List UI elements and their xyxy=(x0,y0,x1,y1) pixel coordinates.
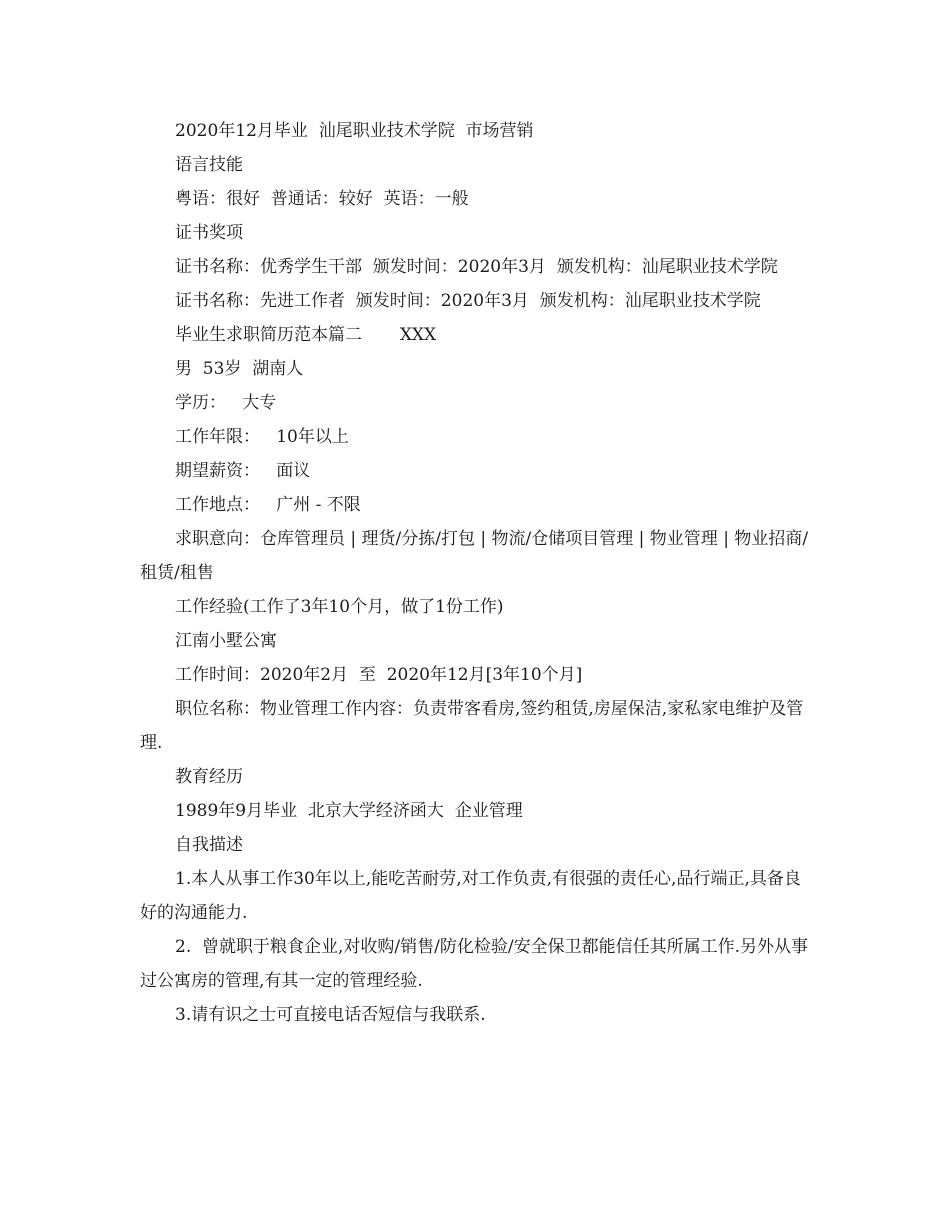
work-years-line: 工作年限： 10年以上 xyxy=(175,427,349,447)
resume-sample-title: 毕业生求职简历范本篇二 XXX xyxy=(175,325,437,345)
self-description-item-1: 1.本人从事工作30年以上,能吃苦耐劳,对工作负责,有很强的责任心,品行端正,具备良好的沟通能力. xyxy=(140,869,801,923)
work-experience-summary: 工作经验(工作了3年10个月，做了1份工作) xyxy=(175,597,504,617)
section-heading-self-description: 自我描述 xyxy=(175,835,243,855)
self-description-item-2: 2. 曾就职于粮食企业,对收购/销售/防化检验/安全保卫都能信任其所属工作.另外从事过公寓房的管理,有其一定的管理经验. xyxy=(140,937,809,991)
job-intention-line: 求职意向：仓库管理员 | 理货/分拣/打包 | 物流/仓储项目管理 | 物业管理 | 物业招商/租赁/租售 xyxy=(140,529,809,583)
employer-name: 江南小墅公寓 xyxy=(175,631,277,651)
position-description: 职位名称：物业管理工作内容：负责带客看房,签约租赁,房屋保洁,家私家电维护及管理. xyxy=(140,699,804,753)
education-level-line: 学历： 大专 xyxy=(175,393,277,413)
language-skills-line: 粤语：很好 普通话：较好 英语：一般 xyxy=(175,189,469,209)
expected-salary-line: 期望薪资： 面议 xyxy=(175,461,311,481)
self-description-item-3: 3.请有识之士可直接电话否短信与我联系. xyxy=(175,1005,486,1025)
personal-info-line: 男 53岁 湖南人 xyxy=(175,359,304,379)
section-heading-language: 语言技能 xyxy=(175,155,243,175)
certificate-line-1: 证书名称：优秀学生干部 颁发时间：2020年3月 颁发机构：汕尾职业技术学院 xyxy=(175,257,778,277)
section-heading-education: 教育经历 xyxy=(175,767,243,787)
graduation-line: 2020年12月毕业 汕尾职业技术学院 市场营销 xyxy=(175,121,534,141)
certificate-line-2: 证书名称：先进工作者 颁发时间：2020年3月 颁发机构：汕尾职业技术学院 xyxy=(175,291,761,311)
work-period-line: 工作时间：2020年2月 至 2020年12月[3年10个月] xyxy=(175,665,583,685)
education-detail-line: 1989年9月毕业 北京大学经济函大 企业管理 xyxy=(175,801,523,821)
document-body xyxy=(140,114,816,1032)
work-location-line: 工作地点： 广州 - 不限 xyxy=(175,495,361,515)
section-heading-certificates: 证书奖项 xyxy=(175,223,243,243)
